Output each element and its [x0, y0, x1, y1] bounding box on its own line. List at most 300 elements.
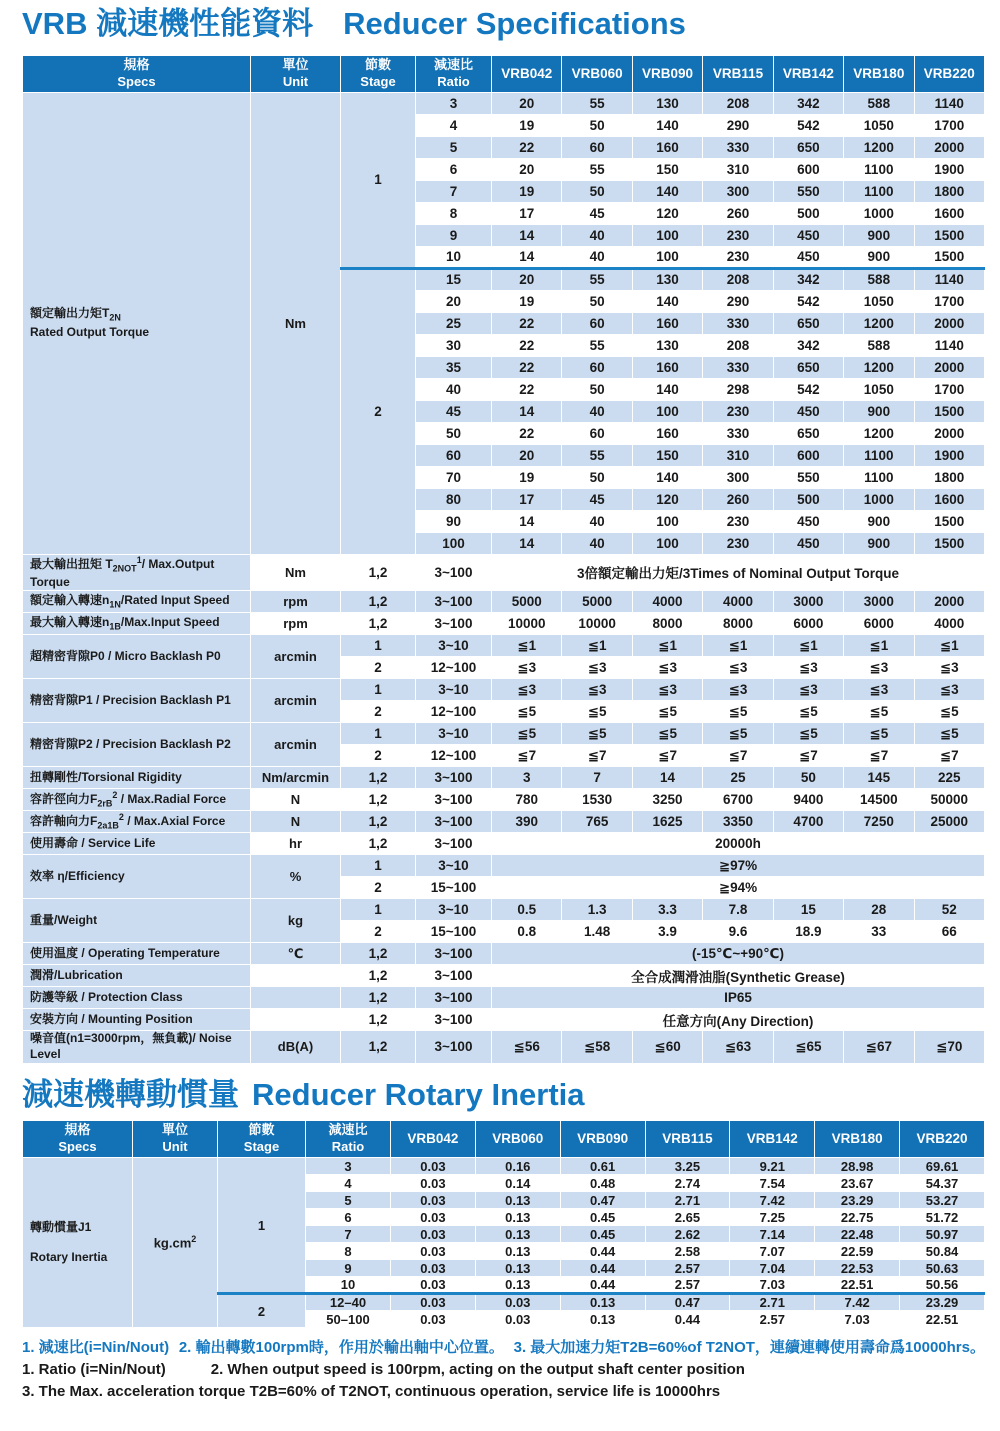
spec-value-cell: ≦5	[914, 701, 984, 723]
inertia-value-cell: 0.03	[391, 1226, 476, 1243]
spec-span-value: 20000h	[492, 833, 985, 855]
spec-value-cell: ≦3	[914, 657, 984, 679]
ratio-cell: 35	[416, 356, 492, 378]
torque-value-cell: 330	[703, 136, 773, 158]
ratio-cell: 50	[416, 422, 492, 444]
torque-value-cell: 550	[773, 466, 843, 488]
ratio-cell: 3~10	[416, 723, 492, 745]
inertia-value-cell: 0.45	[560, 1209, 645, 1226]
ratio-cell: 3~100	[416, 767, 492, 789]
torque-value-cell: 140	[632, 378, 702, 400]
spec-label-efficiency: 效率 η/Efficiency	[23, 855, 251, 899]
inertia-value-cell: 7.54	[730, 1175, 815, 1192]
column-header-vrb220: VRB220	[914, 55, 984, 92]
torque-value-cell: 1500	[914, 246, 984, 268]
column-header-ratio	[416, 55, 492, 92]
torque-value-cell: 20	[492, 92, 562, 114]
unit-cell: Nm	[251, 92, 341, 554]
inertia-value-cell: 3.25	[645, 1158, 730, 1175]
ratio-cell: 4	[416, 114, 492, 136]
table-row	[23, 965, 985, 987]
ratio-cell: 80	[416, 488, 492, 510]
inertia-value-cell: 0.13	[560, 1294, 645, 1311]
footnote-en-2: 2. When output speed is 100rpm, acting on the output shaft center position	[210, 1360, 745, 1378]
torque-value-cell: 45	[562, 202, 632, 224]
inertia-value-cell: 0.03	[391, 1175, 476, 1192]
table-row	[23, 943, 985, 965]
torque-value-cell: 14	[492, 532, 562, 554]
footnote-zh-line	[22, 1338, 985, 1358]
spec-value-cell: ≦1	[914, 635, 984, 657]
torque-value-cell: 14	[492, 246, 562, 268]
stage-cell: 1,2	[341, 1009, 416, 1031]
torque-value-cell: 100	[632, 400, 702, 422]
spec-value-cell: 0.8	[492, 921, 562, 943]
spec-value-cell: 7.8	[703, 899, 773, 921]
ratio-cell: 3~100	[416, 987, 492, 1009]
torque-value-cell: 550	[773, 180, 843, 202]
header-label-en: Stage	[243, 1139, 280, 1155]
reducer-specifications-table	[22, 55, 985, 1064]
torque-value-cell: 588	[844, 268, 914, 290]
inertia-value-cell: 0.44	[560, 1277, 645, 1294]
torque-value-cell: 14	[492, 400, 562, 422]
unit-cell: kg	[251, 899, 341, 943]
spec-value-cell: 2000	[914, 591, 984, 613]
spec-table-header	[23, 55, 985, 92]
footnote-zh-2: 2. 輸出轉數100rpm時，作用於輸出軸中心位置。	[178, 1339, 504, 1357]
ratio-cell: 12~100	[416, 745, 492, 767]
spec-value-cell: ≦3	[703, 657, 773, 679]
inertia-value-cell: 0.44	[560, 1243, 645, 1260]
column-header-ratio	[306, 1121, 391, 1158]
inertia-value-cell: 0.13	[475, 1209, 560, 1226]
ratio-cell: 12–40	[306, 1294, 391, 1311]
stage-cell: 1	[341, 92, 416, 268]
torque-value-cell: 260	[703, 202, 773, 224]
inertia-value-cell: 0.03	[391, 1277, 476, 1294]
spec-value-cell: 14	[632, 767, 702, 789]
inertia-value-cell: 0.44	[645, 1311, 730, 1328]
torque-value-cell: 300	[703, 180, 773, 202]
spec-value-cell: ≦5	[844, 701, 914, 723]
spec-value-cell: ≦5	[914, 723, 984, 745]
torque-value-cell: 55	[562, 158, 632, 180]
inertia-value-cell: 7.03	[815, 1311, 900, 1328]
table-row	[23, 679, 985, 701]
torque-value-cell: 1200	[844, 356, 914, 378]
ratio-cell: 25	[416, 312, 492, 334]
torque-value-cell: 50	[562, 290, 632, 312]
torque-value-cell: 330	[703, 312, 773, 334]
stage-cell: 2	[341, 745, 416, 767]
footnote-zh-3: 3. 最大加速力矩T2B=60%of T2NOT，連續連轉使用壽命爲10000hrs。	[513, 1339, 985, 1357]
table-row	[23, 1009, 985, 1031]
stage-cell: 2	[341, 701, 416, 723]
spec-value-cell: 10000	[562, 613, 632, 635]
stage-cell: 1	[341, 679, 416, 701]
torque-value-cell: 2000	[914, 312, 984, 334]
spec-value-cell: ≦1	[492, 635, 562, 657]
ratio-cell: 3~10	[416, 855, 492, 877]
torque-value-cell: 600	[773, 158, 843, 180]
torque-value-cell: 22	[492, 334, 562, 356]
torque-value-cell: 2000	[914, 356, 984, 378]
inertia-value-cell: 7.42	[730, 1192, 815, 1209]
ratio-cell: 10	[416, 246, 492, 268]
spec-value-cell: ≦7	[773, 745, 843, 767]
spec-label-max-radial-force: 容許徑向力$F_{2rB}^2$ / Max.Radial Force	[23, 789, 251, 811]
inertia-value-cell: 0.13	[475, 1226, 560, 1243]
torque-value-cell: 542	[773, 290, 843, 312]
unit-cell: hr	[251, 833, 341, 855]
unit-cell: %	[251, 855, 341, 899]
column-header-vrb042: VRB042	[391, 1121, 476, 1158]
ratio-cell: 100	[416, 532, 492, 554]
column-header-vrb060: VRB060	[562, 55, 632, 92]
header-label-zh: 單位	[282, 56, 309, 72]
ratio-cell: 3~100	[416, 1031, 492, 1063]
inertia-value-cell: 0.03	[391, 1294, 476, 1311]
spec-value-cell: 225	[914, 767, 984, 789]
spec-label-noise-level: 噪音值(n1=3000rpm，無負載)/ Noise Level	[23, 1031, 251, 1063]
spec-value-cell: ≦3	[914, 679, 984, 701]
spec-value-cell: 5000	[492, 591, 562, 613]
ratio-cell: 9	[306, 1260, 391, 1277]
spec-value-cell: ≦5	[703, 701, 773, 723]
torque-value-cell: 450	[773, 400, 843, 422]
spec-value-cell: ≦1	[632, 635, 702, 657]
inertia-value-cell: 50.63	[900, 1260, 985, 1277]
torque-value-cell: 450	[773, 224, 843, 246]
inertia-value-cell: 2.74	[645, 1175, 730, 1192]
ratio-cell: 3~100	[416, 613, 492, 635]
torque-value-cell: 50	[562, 378, 632, 400]
inertia-value-cell: 69.61	[900, 1158, 985, 1175]
torque-value-cell: 19	[492, 466, 562, 488]
stage-cell: 1,2	[341, 591, 416, 613]
spec-value-cell: ≦5	[562, 723, 632, 745]
unit-cell: N	[251, 789, 341, 811]
torque-value-cell: 120	[632, 488, 702, 510]
ratio-cell: 3~100	[416, 833, 492, 855]
spec-value-cell: ≦5	[773, 723, 843, 745]
inertia-value-cell: 2.71	[730, 1294, 815, 1311]
rotary-inertia-table	[22, 1120, 985, 1328]
stage-cell: 1,2	[341, 943, 416, 965]
torque-value-cell: 160	[632, 312, 702, 334]
ratio-cell: 90	[416, 510, 492, 532]
unit-cell: arcmin	[251, 635, 341, 679]
torque-value-cell: 140	[632, 180, 702, 202]
ratio-cell: 4	[306, 1175, 391, 1192]
inertia-value-cell: 22.51	[815, 1277, 900, 1294]
torque-value-cell: 50	[562, 466, 632, 488]
spec-value-cell: ≦7	[562, 745, 632, 767]
ratio-cell: 5	[416, 136, 492, 158]
column-header-stage	[218, 1121, 306, 1158]
spec-value-cell: 7250	[844, 811, 914, 833]
torque-value-cell: 230	[703, 400, 773, 422]
spec-value-cell: ≦7	[632, 745, 702, 767]
inertia-value-cell: 2.57	[730, 1311, 815, 1328]
spec-value-cell: 1530	[562, 789, 632, 811]
inertia-value-cell: 22.51	[900, 1311, 985, 1328]
spec-value-cell: ≦3	[844, 679, 914, 701]
table-row	[23, 1158, 985, 1175]
torque-value-cell: 500	[773, 202, 843, 224]
inertia-value-cell: 28.98	[815, 1158, 900, 1175]
spec-value-cell: 3250	[632, 789, 702, 811]
torque-value-cell: 1200	[844, 312, 914, 334]
torque-value-cell: 542	[773, 114, 843, 136]
spec-label-weight: 重量/Weight	[23, 899, 251, 943]
inertia-value-cell: 23.29	[815, 1192, 900, 1209]
ratio-cell: 20	[416, 290, 492, 312]
ratio-cell: 3~100	[416, 965, 492, 987]
ratio-cell: 30	[416, 334, 492, 356]
torque-value-cell: 40	[562, 246, 632, 268]
unit-cell: ℃	[251, 943, 341, 965]
table-row	[23, 767, 985, 789]
spec-label-precision-backlash-p2: 精密背隙P2 / Precision Backlash P2	[23, 723, 251, 767]
ratio-cell: 3~100	[416, 789, 492, 811]
spec-label-operating-temperature: 使用温度 / Operating Temperature	[23, 943, 251, 965]
column-header-vrb220: VRB220	[900, 1121, 985, 1158]
unit-cell	[251, 1009, 341, 1031]
table-row	[23, 591, 985, 613]
torque-value-cell: 55	[562, 92, 632, 114]
inertia-value-cell: 0.03	[475, 1294, 560, 1311]
unit-cell: dB(A)	[251, 1031, 341, 1063]
inertia-value-cell: 7.25	[730, 1209, 815, 1226]
stage-cell: 2	[218, 1294, 306, 1328]
inertia-value-cell: 0.14	[475, 1175, 560, 1192]
inertia-value-cell: 7.04	[730, 1260, 815, 1277]
table-row	[23, 613, 985, 635]
header-label-en: Specs	[117, 73, 156, 89]
torque-value-cell: 1500	[914, 400, 984, 422]
spec-value-cell: 25	[703, 767, 773, 789]
inertia-value-cell: 7.42	[815, 1294, 900, 1311]
torque-value-cell: 22	[492, 136, 562, 158]
unit-cell	[251, 987, 341, 1009]
spec-title-en: Reducer Specifications	[343, 6, 686, 41]
footnote-en-line1	[22, 1360, 985, 1380]
ratio-cell: 60	[416, 444, 492, 466]
spec-label-max-input-speed: 最大輸入轉速$n_{1B}/Max.Input$ Speed	[23, 613, 251, 635]
torque-value-cell: 45	[562, 488, 632, 510]
table-row	[23, 635, 985, 657]
unit-cell: rpm	[251, 613, 341, 635]
spec-value-cell: ≦3	[562, 657, 632, 679]
ratio-cell: 3~100	[416, 1009, 492, 1031]
spec-value-cell: 7	[562, 767, 632, 789]
torque-value-cell: 900	[844, 224, 914, 246]
torque-value-cell: 290	[703, 114, 773, 136]
spec-value-cell: 3.3	[632, 899, 702, 921]
torque-value-cell: 1700	[914, 114, 984, 136]
stage-cell: 2	[341, 268, 416, 554]
torque-value-cell: 60	[562, 422, 632, 444]
header-label-zh: 節數	[248, 1122, 275, 1138]
header-label-en: Unit	[162, 1139, 188, 1155]
spec-value-cell: ≦58	[562, 1031, 632, 1063]
torque-value-cell: 160	[632, 422, 702, 444]
torque-value-cell: 1000	[844, 488, 914, 510]
unit-cell: $kg.cm^2$	[133, 1158, 218, 1328]
torque-value-cell: 2000	[914, 422, 984, 444]
torque-value-cell: 542	[773, 378, 843, 400]
torque-value-cell: 1800	[914, 180, 984, 202]
spec-value-cell: ≦5	[632, 701, 702, 723]
spec-value-cell: 1625	[632, 811, 702, 833]
column-header-unit	[251, 55, 341, 92]
torque-value-cell: 19	[492, 114, 562, 136]
ratio-cell: 12~100	[416, 701, 492, 723]
table-row	[23, 1031, 985, 1063]
spec-label-rotary-inertia: 轉動慣量J1 Rotary Inertia	[23, 1158, 133, 1328]
spec-value-cell: ≦70	[914, 1031, 984, 1063]
ratio-cell: 6	[306, 1209, 391, 1226]
torque-value-cell: 650	[773, 422, 843, 444]
spec-value-cell: ≦65	[773, 1031, 843, 1063]
spec-span-value: ≧97%	[492, 855, 985, 877]
table-row	[23, 899, 985, 921]
torque-value-cell: 1700	[914, 378, 984, 400]
inertia-value-cell: 0.13	[475, 1277, 560, 1294]
torque-value-cell: 342	[773, 92, 843, 114]
table-row	[23, 855, 985, 877]
ratio-cell: 8	[416, 202, 492, 224]
ratio-cell: 3~100	[416, 811, 492, 833]
torque-value-cell: 150	[632, 444, 702, 466]
torque-value-cell: 160	[632, 136, 702, 158]
torque-value-cell: 1200	[844, 422, 914, 444]
unit-cell: Nm/arcmin	[251, 767, 341, 789]
torque-value-cell: 1050	[844, 114, 914, 136]
inertia-value-cell: 0.13	[475, 1192, 560, 1209]
stage-cell: 1	[341, 855, 416, 877]
header-label-zh: 規格	[64, 1122, 91, 1138]
spec-value-cell: ≦5	[632, 723, 702, 745]
spec-value-cell: 765	[562, 811, 632, 833]
torque-value-cell: 1140	[914, 334, 984, 356]
torque-value-cell: 100	[632, 246, 702, 268]
spec-table-title	[22, 6, 985, 42]
footnote-en-3: 3. The Max. acceleration torque T2B=60% of T2NOT, continuous operation, service life is 10000hrs	[22, 1382, 721, 1400]
torque-value-cell: 55	[562, 444, 632, 466]
column-header-specs	[23, 1121, 133, 1158]
torque-value-cell: 650	[773, 312, 843, 334]
torque-value-cell: 20	[492, 444, 562, 466]
torque-value-cell: 1900	[914, 158, 984, 180]
spec-span-value: 全合成潤滑油脂(Synthetic Grease)	[492, 965, 985, 987]
torque-value-cell: 40	[562, 224, 632, 246]
spec-header-row	[23, 55, 985, 92]
torque-value-cell: 1050	[844, 290, 914, 312]
torque-value-cell: 1600	[914, 202, 984, 224]
torque-value-cell: 260	[703, 488, 773, 510]
spec-value-cell: 390	[492, 811, 562, 833]
spec-value-cell: 4000	[632, 591, 702, 613]
spec-value-cell: 3.9	[632, 921, 702, 943]
stage-cell: 1,2	[341, 789, 416, 811]
inertia-value-cell: 51.72	[900, 1209, 985, 1226]
torque-value-cell: 22	[492, 356, 562, 378]
spec-label-torsional-rigidity: 扭轉剛性/Torsional Rigidity	[23, 767, 251, 789]
spec-value-cell: 0.5	[492, 899, 562, 921]
spec-label-max-axial-force: 容許軸向力$F_{2a1B}^2$ / Max.Axial Force	[23, 811, 251, 833]
spec-value-cell: 4000	[703, 591, 773, 613]
torque-value-cell: 140	[632, 466, 702, 488]
inertia-value-cell: 0.16	[475, 1158, 560, 1175]
torque-value-cell: 1050	[844, 378, 914, 400]
inertia-value-cell: 0.03	[391, 1192, 476, 1209]
spec-label-service-life: 使用壽命 / Service Life	[23, 833, 251, 855]
spec-value-cell: 9400	[773, 789, 843, 811]
torque-value-cell: 1500	[914, 224, 984, 246]
spec-value-cell: ≦5	[492, 701, 562, 723]
spec-value-cell: 52	[914, 899, 984, 921]
spec-value-cell: ≦5	[492, 723, 562, 745]
torque-value-cell: 160	[632, 356, 702, 378]
column-header-vrb115: VRB115	[703, 55, 773, 92]
table-row	[23, 554, 985, 591]
torque-value-cell: 300	[703, 466, 773, 488]
column-header-vrb142: VRB142	[730, 1121, 815, 1158]
spec-value-cell: ≦7	[914, 745, 984, 767]
ratio-cell: 3~100	[416, 943, 492, 965]
inertia-value-cell: 7.07	[730, 1243, 815, 1260]
torque-value-cell: 1200	[844, 136, 914, 158]
ratio-cell: 3~10	[416, 899, 492, 921]
inertia-value-cell: 0.03	[475, 1311, 560, 1328]
torque-value-cell: 17	[492, 202, 562, 224]
inertia-value-cell: 23.29	[900, 1294, 985, 1311]
inertia-table-header	[23, 1121, 985, 1158]
inertia-value-cell: 7.03	[730, 1277, 815, 1294]
torque-value-cell: 450	[773, 246, 843, 268]
torque-value-cell: 650	[773, 136, 843, 158]
inertia-value-cell: 54.37	[900, 1175, 985, 1192]
column-header-vrb042: VRB042	[492, 55, 562, 92]
header-label-zh: 單位	[161, 1122, 188, 1138]
inertia-value-cell: 0.47	[560, 1192, 645, 1209]
inertia-value-cell: 0.03	[391, 1209, 476, 1226]
spec-value-cell: 50	[773, 767, 843, 789]
spec-value-cell: 50000	[914, 789, 984, 811]
torque-value-cell: 1140	[914, 92, 984, 114]
torque-value-cell: 40	[562, 510, 632, 532]
inertia-value-cell: 0.03	[391, 1243, 476, 1260]
column-header-specs	[23, 55, 251, 92]
spec-label-micro-backlash-p0: 超精密背隙P0 / Micro Backlash P0	[23, 635, 251, 679]
ratio-cell: 70	[416, 466, 492, 488]
unit-cell: Nm	[251, 554, 341, 591]
spec-value-cell: 780	[492, 789, 562, 811]
spec-value-cell: ≦1	[703, 635, 773, 657]
inertia-table-title	[22, 1077, 985, 1113]
inertia-value-cell: 2.57	[645, 1260, 730, 1277]
torque-value-cell: 120	[632, 202, 702, 224]
torque-value-cell: 1800	[914, 466, 984, 488]
spec-value-cell: 1.3	[562, 899, 632, 921]
inertia-value-cell: 0.44	[560, 1260, 645, 1277]
torque-value-cell: 230	[703, 224, 773, 246]
torque-value-cell: 330	[703, 422, 773, 444]
torque-value-cell: 230	[703, 246, 773, 268]
